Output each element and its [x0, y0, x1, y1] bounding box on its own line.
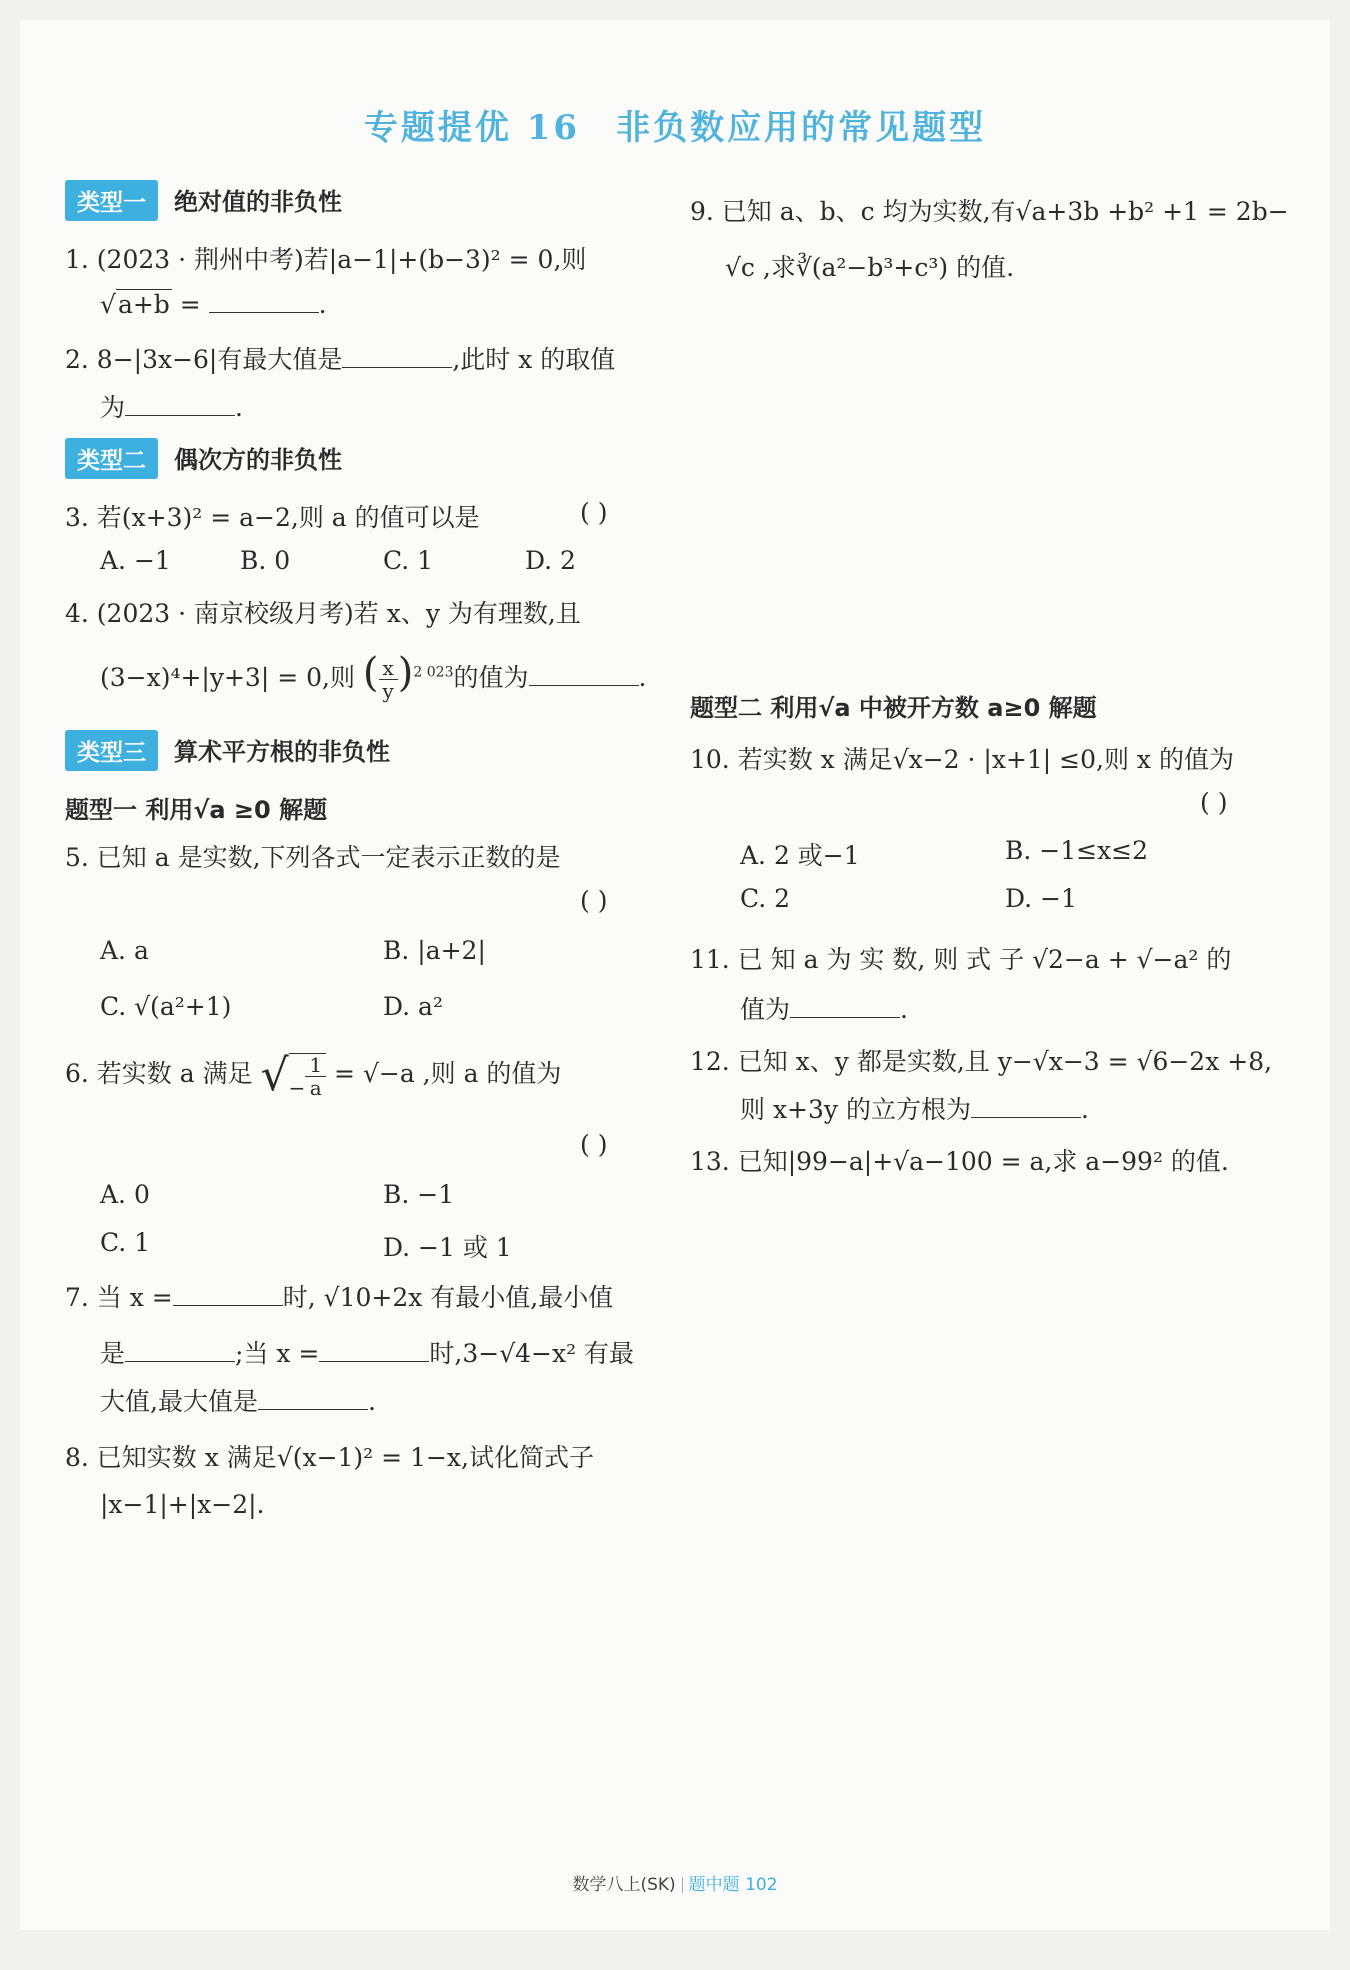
answer-blank[interactable] — [173, 1283, 283, 1306]
worksheet-page — [20, 20, 1330, 1930]
question-10: 10. 若实数 x 满足√x−2 · |x+1| ≤0,则 x 的值为 — [690, 745, 1234, 774]
question-9-line-2: √c ,求∛(a²−b³+c³) 的值. — [725, 253, 1015, 282]
question-2-line-2: 为 . — [100, 393, 243, 422]
answer-blank[interactable] — [258, 1387, 368, 1410]
answer-blank[interactable] — [971, 1095, 1081, 1118]
section-3-header — [65, 730, 390, 771]
question-3-option-a: A. −1 — [100, 546, 171, 575]
question-10-option-b: B. −1≤x≤2 — [1005, 836, 1149, 865]
question-4-line-2: (3−x)⁴+|y+3| = 0,则 ( $\frac{x}{y}$ )$^{2 023}$的值为 . — [100, 650, 647, 703]
question-9-line-1: 9. 已知 a、b、c 均为实数,有√a+3b +b² +1 = 2b− — [690, 197, 1289, 226]
question-2-line-1: 2. 8−|3x−6|有最大值是 ,此时 x 的取值 — [65, 345, 616, 374]
page-footer — [20, 1870, 1330, 1895]
question-8-line-2: |x−1|+|x−2|. — [100, 1490, 265, 1519]
section-3-title: 算术平方根的非负性 — [174, 738, 390, 766]
question-13: 13. 已知|99−a|+√a−100 = a,求 a−99² 的值. — [690, 1147, 1229, 1176]
question-6-option-d: D. −1 或 1 — [383, 1233, 512, 1262]
question-10-option-c: C. 2 — [740, 884, 791, 913]
question-7-line-2: 是 ;当 x = 时,3−√4−x² 有最 — [100, 1339, 635, 1368]
title-sub: 非负数应用的常见题型 — [616, 108, 987, 148]
answer-blank[interactable] — [209, 290, 319, 313]
answer-paren[interactable]: ( ) — [580, 498, 608, 527]
subsection-1-title: 题型一 利用√a ≥0 解题 — [65, 796, 328, 824]
question-3-option-d: D. 2 — [525, 546, 576, 575]
question-5: 5. 已知 a 是实数,下列各式一定表示正数的是 — [65, 843, 561, 872]
question-3-option-b: B. 0 — [240, 546, 291, 575]
question-12-line-1: 12. 已知 x、y 都是实数,且 y−√x−3 = √6−2x +8, — [690, 1047, 1273, 1076]
title-main: 专题提优 16 — [363, 108, 581, 148]
question-10-option-d: D. −1 — [1005, 884, 1077, 913]
question-4-line-1: 4. (2023 · 南京校级月考)若 x、y 为有理数,且 — [65, 599, 581, 628]
question-6-option-a: A. 0 — [100, 1180, 150, 1209]
subsection-2-title: 题型二 利用√a 中被开方数 a≥0 解题 — [690, 694, 1097, 722]
page-title — [20, 100, 1330, 149]
section-2-title: 偶次方的非负性 — [174, 446, 342, 474]
answer-blank[interactable] — [125, 1339, 235, 1362]
question-8-line-1: 8. 已知实数 x 满足√(x−1)² = 1−x,试化简式子 — [65, 1443, 594, 1472]
answer-paren[interactable]: ( ) — [580, 1130, 608, 1159]
answer-blank[interactable] — [342, 345, 452, 368]
question-7-line-3: 大值,最大值是 . — [100, 1387, 376, 1416]
section-1-header — [65, 180, 342, 221]
question-6: 6. 若实数 a 满足 √− $\frac{1}{a}$ = √−a ,则 a 的值为 — [65, 1050, 562, 1101]
page-number: 102 — [745, 1875, 778, 1895]
question-5-option-b: B. |a+2| — [383, 936, 486, 965]
answer-blank[interactable] — [319, 1339, 429, 1362]
question-7-line-1: 7. 当 x = 时, √10+2x 有最小值,最小值 — [65, 1283, 614, 1312]
footer-book: 数学八上(SK) — [572, 1875, 676, 1895]
question-1-line-2: √a+b = . — [100, 290, 327, 319]
question-5-option-c: C. √(a²+1) — [100, 992, 232, 1021]
answer-blank[interactable] — [529, 663, 639, 686]
question-5-option-d: D. a² — [383, 992, 443, 1021]
question-3: 3. 若(x+3)² = a−2,则 a 的值可以是 — [65, 503, 480, 532]
question-11-line-2: 值为 . — [740, 995, 908, 1024]
answer-paren[interactable]: ( ) — [580, 886, 608, 915]
section-1-tag: 类型一 — [65, 180, 158, 221]
question-10-option-a: A. 2 或−1 — [740, 841, 860, 870]
answer-paren[interactable]: ( ) — [1200, 788, 1228, 817]
question-12-line-2: 则 x+3y 的立方根为 . — [740, 1095, 1089, 1124]
answer-blank[interactable] — [790, 995, 900, 1018]
section-2-tag: 类型二 — [65, 438, 158, 479]
question-6-option-b: B. −1 — [383, 1180, 455, 1209]
question-1-line-1: 1. (2023 · 荆州中考)若|a−1|+(b−3)² = 0,则 — [65, 245, 587, 274]
question-11-line-1: 11. 已 知 a 为 实 数, 则 式 子 √2−a + √−a² 的 — [690, 945, 1232, 974]
section-2-header — [65, 438, 342, 479]
section-3-tag: 类型三 — [65, 730, 158, 771]
question-6-option-c: C. 1 — [100, 1228, 151, 1257]
answer-blank[interactable] — [125, 393, 235, 416]
footer-series: 题中题 — [688, 1875, 740, 1895]
question-5-option-a: A. a — [100, 936, 149, 965]
question-3-option-c: C. 1 — [383, 546, 434, 575]
section-1-title: 绝对值的非负性 — [174, 188, 342, 216]
